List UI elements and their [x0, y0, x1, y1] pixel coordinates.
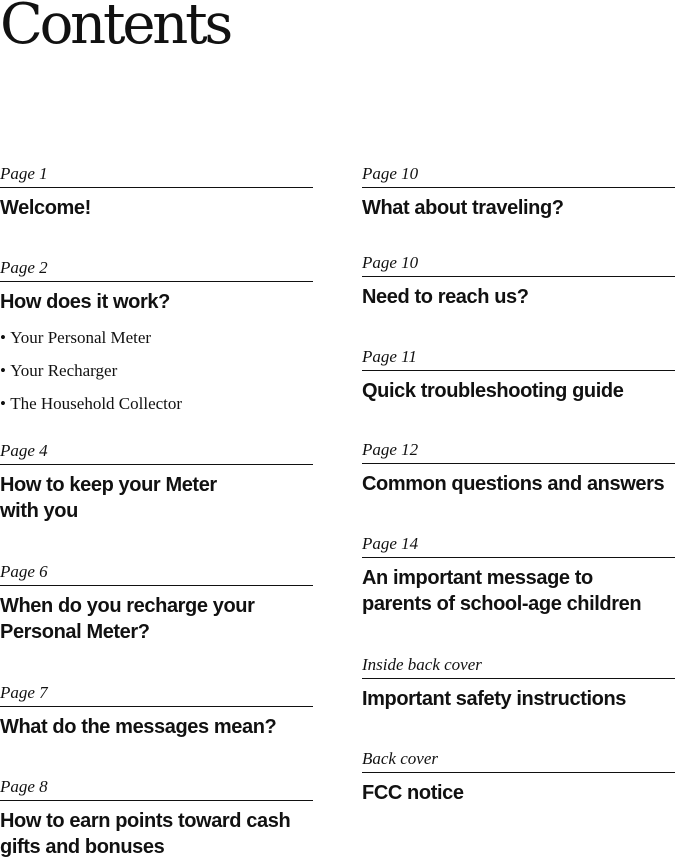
entry-title-line: How to earn points toward cash: [0, 810, 291, 832]
toc-entry[interactable]: [362, 656, 675, 712]
page-reference: Page 4: [0, 442, 313, 465]
page-title: Contents: [0, 0, 230, 57]
page-reference: Page 1: [0, 165, 313, 188]
entry-title-line: When do you recharge your: [0, 595, 255, 617]
entry-title: Need to reach us?: [362, 286, 529, 308]
toc-entry[interactable]: [0, 442, 313, 524]
toc-entry[interactable]: [0, 259, 313, 420]
toc-entry[interactable]: [0, 165, 313, 221]
entry-title: Common questions and answers: [362, 473, 665, 495]
subitem: • Your Personal Meter: [0, 321, 313, 354]
entry-title: What do the messages mean?: [0, 716, 277, 738]
subitem: • The Household Collector: [0, 387, 313, 420]
page-reference: Page 12: [362, 441, 675, 464]
toc-entry[interactable]: [362, 254, 675, 310]
page-reference: Page 10: [362, 165, 675, 188]
entry-title: [0, 593, 313, 645]
toc-entry[interactable]: [0, 778, 313, 860]
page-reference: Inside back cover: [362, 656, 675, 679]
page-reference: Back cover: [362, 750, 675, 773]
entry-title-line: parents of school-age children: [362, 593, 642, 615]
entry-title: What about traveling?: [362, 197, 564, 219]
entry-title: Important safety instructions: [362, 688, 626, 710]
entry-title-line: Personal Meter?: [0, 621, 150, 643]
page-reference: Page 7: [0, 684, 313, 707]
entry-title-line: How to keep your Meter: [0, 474, 217, 496]
toc-entry[interactable]: [0, 563, 313, 645]
page-reference: Page 6: [0, 563, 313, 586]
toc-entry[interactable]: [0, 684, 313, 740]
entry-title: Welcome!: [0, 197, 91, 219]
entry-title: Quick troubleshooting guide: [362, 380, 624, 402]
entry-title: [0, 808, 313, 860]
subitem: • Your Recharger: [0, 354, 313, 387]
entry-title: [362, 565, 675, 617]
entry-title: [0, 472, 313, 524]
toc-entry[interactable]: [362, 348, 675, 404]
entry-title: FCC notice: [362, 782, 464, 804]
entry-title-line: with you: [0, 500, 78, 522]
entry-title-line: gifts and bonuses: [0, 836, 165, 858]
subitem-list: [0, 321, 313, 420]
entry-title: How does it work?: [0, 291, 170, 313]
entry-title-line: An important message to: [362, 567, 593, 589]
page-reference: Page 10: [362, 254, 675, 277]
toc-entry[interactable]: [362, 535, 675, 617]
page-reference: Page 2: [0, 259, 313, 282]
toc-entry[interactable]: [362, 441, 675, 497]
page-reference: Page 11: [362, 348, 675, 371]
page-reference: Page 8: [0, 778, 313, 801]
page-reference: Page 14: [362, 535, 675, 558]
toc-entry[interactable]: [362, 165, 675, 221]
toc-entry[interactable]: [362, 750, 675, 806]
